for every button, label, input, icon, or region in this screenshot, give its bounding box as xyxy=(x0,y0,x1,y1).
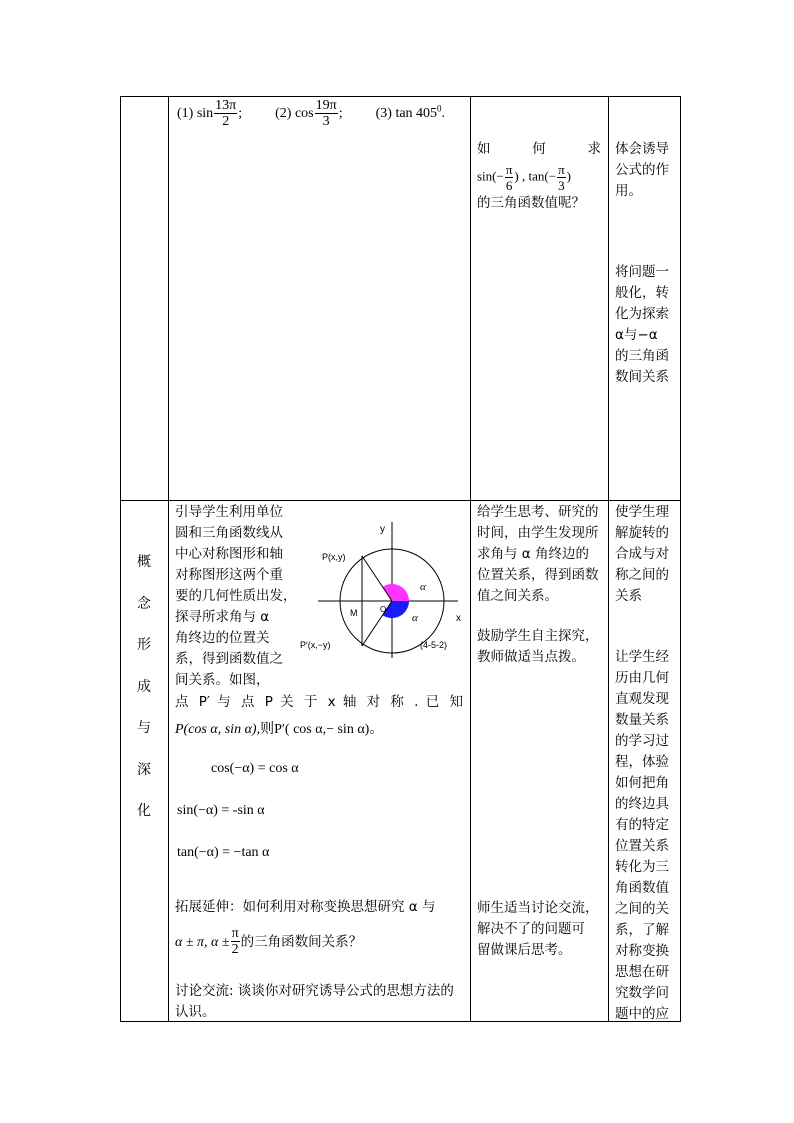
discussion-text xyxy=(175,981,467,1023)
row1-intent-2-line: 化为探索 xyxy=(615,306,669,322)
x-axis-label: x xyxy=(456,613,461,624)
exercise-1-denominator: 2 xyxy=(222,114,230,129)
question-sin-denominator: 6 xyxy=(505,178,513,193)
exercise-1-fraction xyxy=(214,98,237,129)
lesson-table xyxy=(120,96,681,1022)
row2-intent-line: 系，了解 xyxy=(615,922,669,938)
coord-p-prime: 则P′( cos α,− sin α) xyxy=(260,722,370,737)
row2-intent-line: 位置关系 xyxy=(615,838,669,854)
stage-char: 深 xyxy=(137,761,151,778)
row2-intent-line: 有的特定 xyxy=(615,817,669,833)
row2-intent-line: 让学生经 xyxy=(615,649,669,665)
unit-circle-figure xyxy=(300,508,466,658)
exercise-2-numerator: 19π xyxy=(315,98,337,113)
teacher-line: 给学生思考、研究的 xyxy=(477,504,599,520)
row2-intent-line: 的学习过 xyxy=(615,733,669,749)
stage-char: 与 xyxy=(137,720,151,736)
row2-intent-1 xyxy=(615,502,679,607)
exercise-1-num: (1) xyxy=(177,105,194,121)
extension-math: α ± π, α ± xyxy=(175,935,230,950)
origin-label: O xyxy=(380,605,387,614)
row2-intent-line: 合成与对 xyxy=(615,546,669,562)
row2-intent-line: 称之间的 xyxy=(615,567,669,583)
exercise-3 xyxy=(375,103,446,121)
point-p-prime-label: P′(x,−y) xyxy=(300,640,331,650)
question-separator: , xyxy=(518,168,526,184)
teacher-line: 解决不了的问题可 xyxy=(477,921,585,937)
intro-line: 中心对称图形和轴 xyxy=(175,546,283,562)
point-m-label: M xyxy=(350,608,358,618)
row1-intent-2-line: 数间关系 xyxy=(615,369,669,385)
stage-char: 成 xyxy=(137,678,151,695)
extension-line-1: 拓展延伸：如何利用对称变换思想研究 α 与 xyxy=(175,899,436,915)
row2-intent-line: 使学生理 xyxy=(615,504,669,520)
teacher-activity-2 xyxy=(477,626,605,668)
row1-question xyxy=(477,139,601,214)
question-word-2: 何 xyxy=(532,141,546,157)
question-word-1: 如 xyxy=(477,141,491,157)
intro-line: 圆和三角函数线从 xyxy=(175,525,283,541)
row2-intent-line: 数量关系 xyxy=(615,712,669,728)
exercise-1-func: sin xyxy=(196,105,214,121)
exercise-2-fraction xyxy=(315,98,338,129)
exercise-3-degree: 0 xyxy=(437,103,442,114)
exercise-3-tail: . xyxy=(441,105,446,121)
question-words xyxy=(477,139,601,160)
exercise-2-num: (2) xyxy=(275,105,292,121)
row2-intent-line: 历由几何 xyxy=(615,670,669,686)
intro-line: 引导学生利用单位 xyxy=(175,504,283,520)
table-border-right xyxy=(680,96,681,1022)
table-border-top xyxy=(120,96,681,97)
row1-intent-2 xyxy=(615,262,679,388)
question-tail: 的三角函数值呢？ xyxy=(477,195,585,211)
teacher-line: 位置关系，得到函数 xyxy=(477,567,599,583)
question-sin-prefix: sin(− xyxy=(477,168,504,184)
teacher-line: 教师做适当点拨。 xyxy=(477,649,585,665)
symmetry-sentence: 点 P′ 与 点 P 关 于 x 轴 对 称 . 已 知 xyxy=(175,694,463,710)
teacher-line: 师生适当讨论交流， xyxy=(477,900,599,916)
intro-line: 对称图形这两个重 xyxy=(175,567,283,583)
row-divider xyxy=(120,500,681,501)
coord-p: P(cos α, sin α), xyxy=(175,722,261,737)
exercise-2-tail: ; xyxy=(338,105,343,121)
row2-intent-line: 之间的关 xyxy=(615,901,669,917)
intro-line: 要的几何性质出发， xyxy=(175,588,297,604)
row2-intent-line: 解旋转的 xyxy=(615,525,669,541)
question-tan-numerator: π xyxy=(558,162,565,177)
y-axis-label: y xyxy=(380,524,385,535)
intro-line: 间关系。如图， xyxy=(175,672,270,688)
teacher-line: 求角与 α 角终边的 xyxy=(477,546,589,562)
question-tan-denominator: 3 xyxy=(558,178,565,193)
question-sin-suffix: ) xyxy=(514,168,519,184)
question-math xyxy=(477,162,601,193)
intro-line: 系，得到函数值之 xyxy=(175,651,283,667)
row2-intent-line: 对称变换 xyxy=(615,943,669,959)
alpha-label-lower: α xyxy=(412,612,418,624)
row2-intent-line: 思想在研 xyxy=(615,964,669,980)
teacher-activity-1 xyxy=(477,502,605,607)
point-p-label: P(x,y) xyxy=(322,552,346,562)
question-sin-fraction xyxy=(505,162,514,193)
exercise-2-func: cos xyxy=(294,105,314,121)
exercise-2-denominator: 3 xyxy=(322,114,330,129)
teacher-line: 留做课后思考。 xyxy=(477,942,572,958)
row2-intent-line: 关系 xyxy=(615,588,642,604)
teacher-line: 鼓励学生自主探究， xyxy=(477,628,599,644)
exercise-1-numerator: 13π xyxy=(215,98,237,113)
table-divider-3 xyxy=(608,96,609,1022)
row2-intent-line: 究数学问 xyxy=(615,985,669,1001)
row2-intent-line: 的终边具 xyxy=(615,796,669,812)
row1-intent-1 xyxy=(615,139,679,202)
exercise-3-value: 405 xyxy=(416,105,438,121)
stage-char: 形 xyxy=(137,637,151,653)
table-divider-2 xyxy=(470,96,471,1022)
row2-intent-2 xyxy=(615,647,679,1025)
teacher-line: 值之间关系。 xyxy=(477,588,558,604)
extension-numerator: π xyxy=(231,926,239,941)
row1-intent-2-line: α与−α xyxy=(615,327,658,343)
extension-line-2 xyxy=(175,926,467,957)
row2-intent-line: 转化为三 xyxy=(615,859,669,875)
row1-intent-1-line: 体会诱导 xyxy=(615,141,669,157)
formula-sin: sin(−α) = -sin α xyxy=(177,803,265,818)
stage-label xyxy=(120,542,168,833)
question-word-3: 求 xyxy=(587,141,601,157)
exercise-3-num: (3) xyxy=(375,105,392,121)
figure-caption: (4-5-2) xyxy=(420,640,448,650)
exercise-3-func: tan xyxy=(395,105,413,121)
question-tan-fraction xyxy=(557,162,566,193)
row2-intent-line: 角函数值 xyxy=(615,880,669,896)
coordinate-line xyxy=(175,718,465,738)
row1-intent-2-line: 般化，转 xyxy=(615,285,669,301)
row1-intent-2-line: 将问题一 xyxy=(615,264,669,280)
question-tan-suffix: ) xyxy=(566,168,571,184)
exercise-1-tail: ; xyxy=(238,105,243,121)
alpha-label-upper: α xyxy=(420,581,426,593)
row2-intent-line: 程，体验 xyxy=(615,754,669,770)
exercise-list xyxy=(177,98,467,138)
question-tan-prefix: tan(− xyxy=(528,168,557,184)
coord-period: 。 xyxy=(369,722,384,737)
discussion-line: 讨论交流: 谈谈你对研究诱导公式的思想方法的 xyxy=(175,983,454,999)
row1-intent-2-line: 的三角函 xyxy=(615,348,669,364)
extension-tail: 的三角函数间关系？ xyxy=(240,934,363,950)
intro-line: 探寻所求角与 α xyxy=(175,609,270,625)
formula-tan: tan(−α) = −tan α xyxy=(177,845,270,860)
formula-cos: cos(−α) = cos α xyxy=(211,761,299,776)
intro-line: 角终边的位置关 xyxy=(175,630,270,646)
table-divider-1 xyxy=(168,96,169,1022)
extension-denominator: 2 xyxy=(231,942,239,957)
question-sin-numerator: π xyxy=(505,162,513,177)
stage-char: 化 xyxy=(137,803,151,819)
terminal-side-p-prime xyxy=(362,601,392,646)
row1-intent-1-line: 公式的作 xyxy=(615,162,669,178)
row1-intent-1-line: 用。 xyxy=(615,183,642,199)
stage-char: 念 xyxy=(137,595,151,612)
teacher-activity-3 xyxy=(477,898,605,961)
row2-intent-line: 直观发现 xyxy=(615,691,669,707)
terminal-side-p xyxy=(362,556,392,601)
row2-intent-line: 如何把角 xyxy=(615,775,669,791)
row2-intent-line: 题中的应 xyxy=(615,1006,669,1022)
stage-char: 概 xyxy=(137,554,151,570)
discussion-line: 认识。 xyxy=(175,1004,216,1020)
extension-fraction xyxy=(231,926,240,957)
teacher-line: 时间，由学生发现所 xyxy=(477,525,599,541)
